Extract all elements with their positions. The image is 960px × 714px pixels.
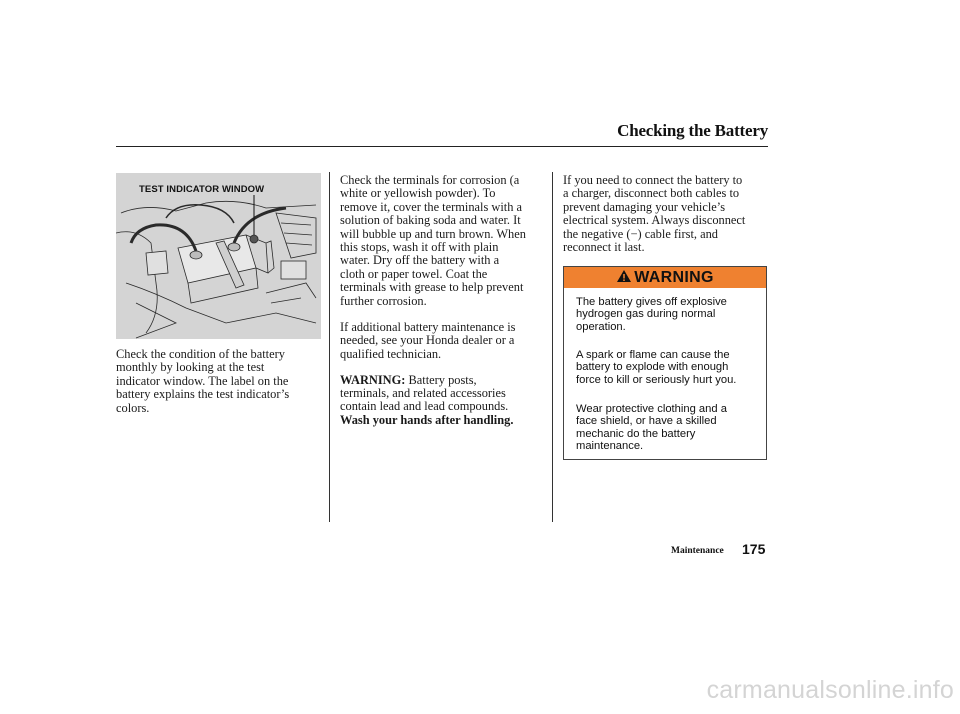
warning-header — [564, 267, 766, 288]
middle-paragraph-2: If additional battery maintenance is needed, see your Honda dealer or a qualified technician. — [340, 320, 516, 361]
warning-header-text: WARNING — [634, 269, 714, 286]
lead-warning-text: terminals, and related accessories contain lead and lead compounds. — [340, 386, 509, 414]
warning-text-2: A spark or flame can cause the battery to explode with enough force to kill or seriously hurt you. — [576, 349, 737, 386]
warning-triangle-icon — [616, 269, 632, 283]
warning-text-1: The battery gives off explosive hydrogen gas during normal operation. — [576, 296, 727, 333]
lead-warning-label: WARNING: — [340, 373, 406, 387]
battery-illustration — [116, 173, 321, 339]
lead-warning-text-start: Battery posts, — [408, 373, 477, 387]
column-divider-left — [329, 172, 330, 522]
right-paragraph — [563, 174, 773, 254]
middle-paragraph-1: Check the terminals for corrosion (a white or yellowish powder). To remove it, cover the terminals with a solution of baking soda and water. It will bubble up and turn brown. When this stops, wash it off with plain water. Dry off the battery with a cloth or paper towel. Coat the terminals with grease to help prevent further corrosion. — [340, 173, 526, 308]
battery-figure — [116, 173, 321, 339]
wash-hands-notice: Wash your hands after handling. — [340, 413, 514, 427]
watermark: carmanualsonline.info — [706, 676, 954, 704]
right-paragraph-part2: cable first, and reconnect it last. — [563, 226, 718, 255]
figure-label: TEST INDICATOR WINDOW — [139, 184, 265, 195]
warning-box — [563, 266, 767, 460]
warning-text-3: Wear protective clothing and a face shield, or have a skilled mechanic do the battery maintenance. — [576, 403, 727, 453]
page-number: 175 — [742, 541, 766, 557]
page-title: Checking the Battery — [617, 121, 768, 140]
left-paragraph: Check the condition of the battery monthly by looking at the test indicator window. The label on the battery explains the test indicator’s colors. — [116, 347, 290, 415]
negative-symbol: (−) — [626, 226, 642, 241]
column-divider-right — [552, 172, 553, 522]
right-paragraph-part1: If you need to connect the battery to a charger, disconnect both cables to prevent damaging your vehicle’s electrical system. Always disconnect the negative — [563, 173, 746, 241]
header-rule — [116, 146, 768, 147]
footer-section: Maintenance — [671, 546, 724, 556]
